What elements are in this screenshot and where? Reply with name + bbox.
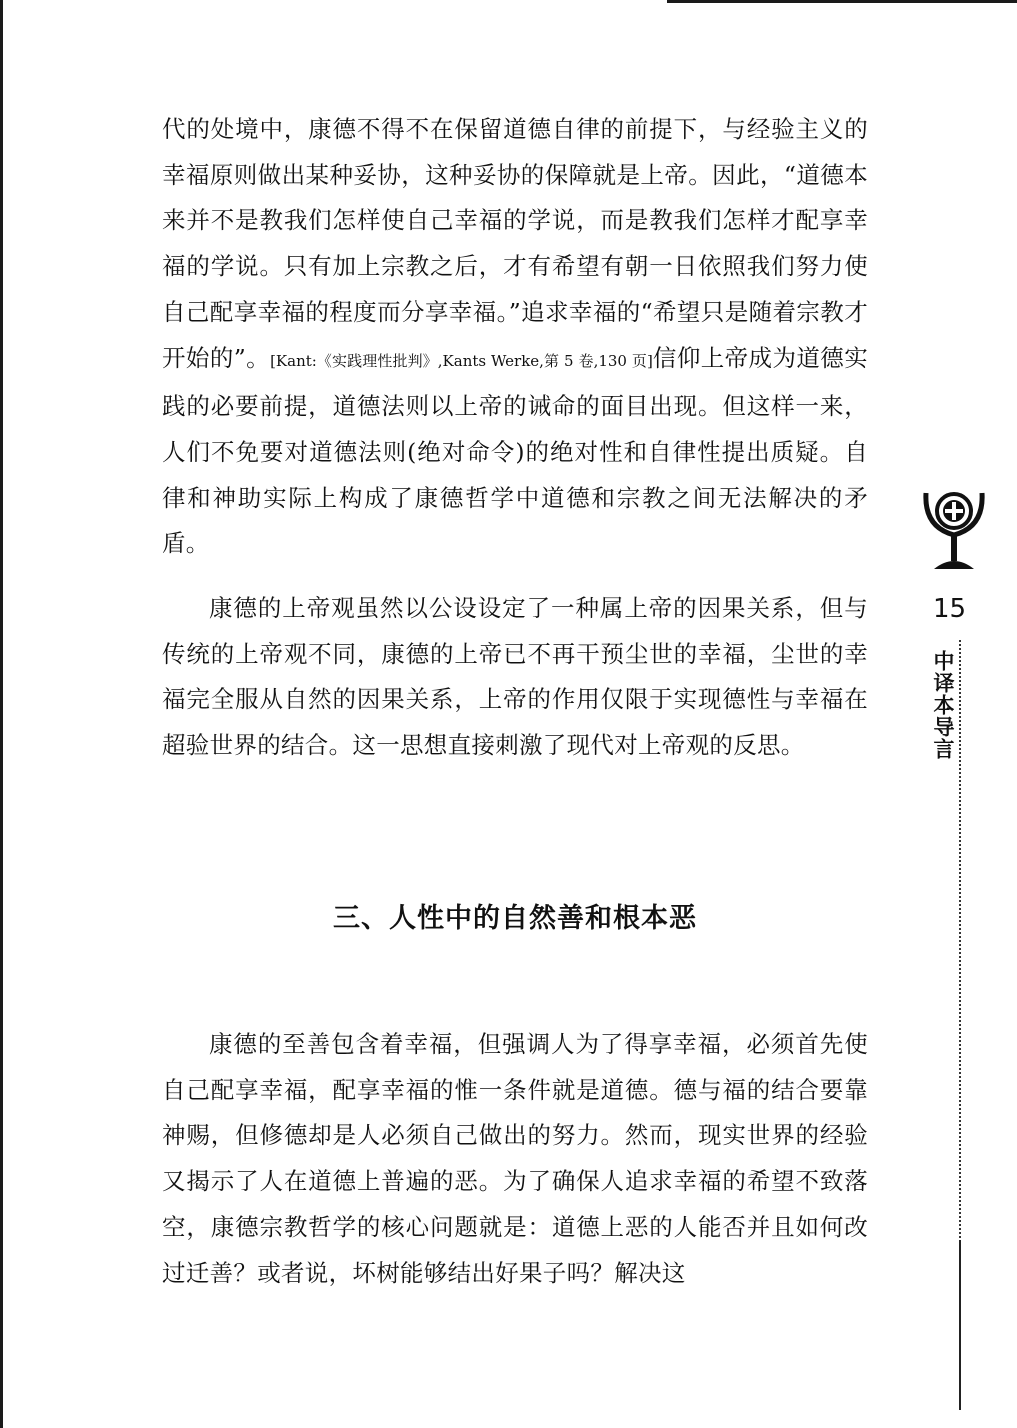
- side-solid-rule: [959, 1240, 961, 1410]
- lamp-emblem-icon: [920, 487, 988, 575]
- body-text-block-2: [162, 586, 868, 769]
- paragraph-3: 康德的至善包含着幸福，但强调人为了得享幸福，必须首先使自己配享幸福，配享幸福的惟一条件就是道德。德与福的结合要靠神赐，但修德却是人必须自己做出的努力。然而，现实世界的经验又揭示了人在道德上普遍的恶。为了确保人追求幸福的希望不致落空，康德宗教哲学的核心问题就是：道德上恶的人能否并且如何改过迁善？或者说，坏树能够结出好果子吗？解决这: [162, 1030, 868, 1287]
- top-rule: [667, 0, 1017, 3]
- section-heading: 三、人性中的自然善和根本恶: [333, 903, 697, 934]
- page-left-edge: [0, 0, 3, 1428]
- running-head: 中译本导言: [931, 650, 955, 760]
- body-text-block-1: [162, 107, 868, 567]
- paragraph-2: 康德的上帝观虽然以公设设定了一种属上帝的因果关系，但与传统的上帝观不同，康德的上帝已不再干预尘世的幸福，尘世的幸福完全服从自然的因果关系，上帝的作用仅限于实现德性与幸福在超验世界的结合。这一思想直接刺激了现代对上帝观的反思。: [162, 594, 868, 760]
- citation-reference: [Kant:《实践理性批判》,Kants Werke,第 5 卷,130 页]: [270, 351, 653, 370]
- page-number: 15: [933, 594, 967, 624]
- paragraph-1-text: 代的处境中，康德不得不在保留道德自律的前提下，与经验主义的幸福原则做出某种妥协，这种妥协的保障就是上帝。因此，“道德本来并不是教我们怎样使自己幸福的学说，而是教我们怎样才配享幸福的学说。只有加上宗教之后，才有希望有朝一日依照我们努力使自己配享幸福的程度而分享幸福。”追求幸福的“希望只是随着宗教才开始的”。: [162, 115, 868, 372]
- body-text-block-3: [162, 1022, 868, 1296]
- paragraph-1: [162, 107, 868, 567]
- paragraph-1-tail: 信仰上帝成为道德实践的必要前提，道德法则以上帝的诫命的面目出现。但这样一来，人们不免要对道德法则(绝对命令)的绝对性和自律性提出质疑。自律和神助实际上构成了康德哲学中道德和宗教之间无法解决的矛盾。: [162, 343, 868, 558]
